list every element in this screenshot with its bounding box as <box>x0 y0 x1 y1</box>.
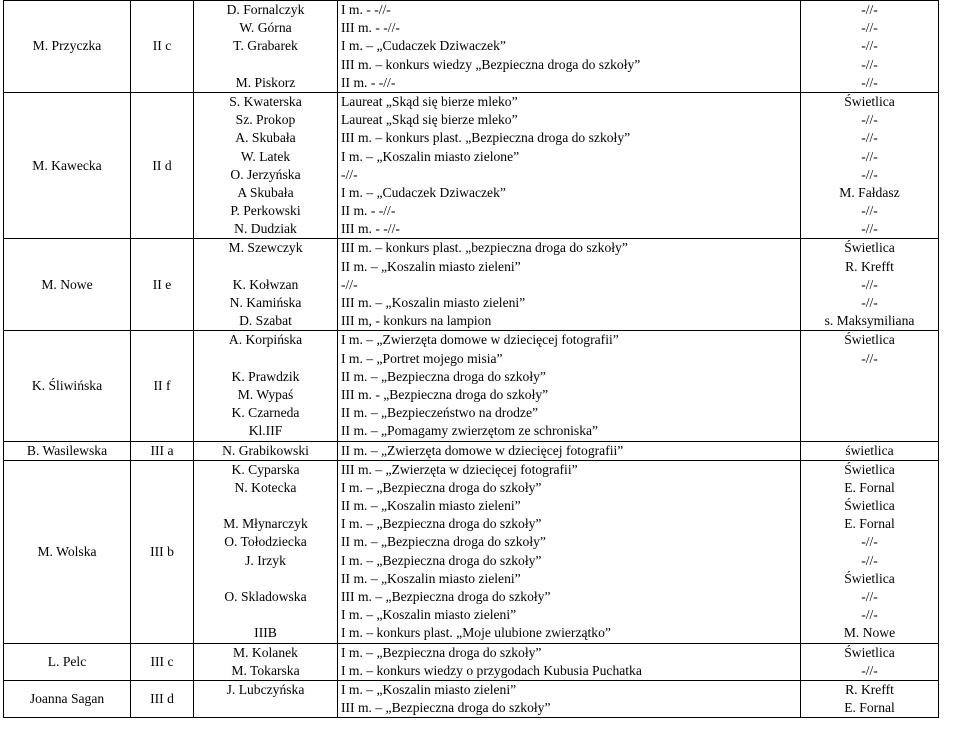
award-line: III m. – konkurs wiedzy „Bezpieczna droga do szkoły” <box>341 56 641 72</box>
student-cell <box>194 643 338 680</box>
award-line: II m. - -//- <box>341 203 396 219</box>
award-cell <box>338 441 801 460</box>
table-row <box>4 239 939 331</box>
student-cell <box>194 680 338 717</box>
award-line: II m. – „Bezpieczna droga do szkoły” <box>341 368 546 384</box>
class-cell: II c <box>131 1 194 93</box>
organizer-cell <box>801 331 939 441</box>
class-cell: II f <box>131 331 194 441</box>
organizer-name: Świetlica <box>844 644 895 660</box>
teacher-cell: Joanna Sagan <box>4 680 131 717</box>
award-cell <box>338 460 801 643</box>
student-name: N. Kamińska <box>229 295 302 310</box>
award-line: I m. – „Koszalin miasto zielone” <box>341 148 520 164</box>
organizer-cell <box>801 1 939 93</box>
organizer-name: -//- <box>861 534 878 550</box>
student-cell <box>194 239 338 331</box>
student-name: D. Fornalczyk <box>226 2 305 17</box>
student-name: P. Perkowski <box>230 203 301 219</box>
student-name: M. Młynarczyk <box>223 516 308 532</box>
student-name <box>197 258 334 276</box>
award-cell <box>338 331 801 441</box>
award-line: III m. – „Bezpieczna droga do szkoły” <box>341 700 551 716</box>
award-line: II m. – „Bezpieczna droga do szkoły” <box>341 534 546 550</box>
award-line: Laureat „Skąd się bierze mleko” <box>341 112 518 128</box>
organizer-name: Świetlica <box>844 93 895 109</box>
organizer-name: E. Fornal <box>844 516 895 532</box>
student-name: O. Jerzyńska <box>230 166 301 182</box>
award-line: I m. – „Cudaczek Dziwaczek” <box>341 184 506 200</box>
results-table <box>3 0 939 718</box>
student-name <box>197 606 334 624</box>
award-line: I m. – „Bezpieczna droga do szkoły” <box>341 552 542 568</box>
student-name: M. Kolanek <box>233 644 298 660</box>
organizer-name: Świetlica <box>844 461 895 477</box>
student-name: K. Kołwzan <box>232 276 299 292</box>
organizer-name: E. Fornal <box>844 700 895 716</box>
organizer-name: M. Fałdasz <box>839 184 900 200</box>
teacher-cell: M. Nowe <box>4 239 131 331</box>
table-row <box>4 680 939 717</box>
teacher-cell: K. Śliwińska <box>4 331 131 441</box>
organizer-name: s. Maksymiliana <box>824 313 915 329</box>
organizer-name: -//- <box>861 2 878 17</box>
table-row <box>4 441 939 460</box>
student-name: M. Piskorz <box>235 74 296 90</box>
award-cell <box>338 92 801 239</box>
student-name: N. Grabikowski <box>222 442 309 458</box>
award-line: III m, - konkurs na lampion <box>341 313 492 329</box>
organizer-cell <box>801 441 939 460</box>
award-line: III m. – „Zwierzęta w dziecięcej fotografii” <box>341 461 578 477</box>
award-line: Laureat „Skąd się bierze mleko” <box>341 93 518 109</box>
organizer-name: Świetlica <box>844 240 895 256</box>
teacher-cell: M. Kawecka <box>4 92 131 239</box>
student-name: J. Irzyk <box>245 552 286 568</box>
organizer-name: -//- <box>861 148 878 164</box>
organizer-name: -//- <box>861 552 878 568</box>
student-cell <box>194 1 338 93</box>
award-line: I m. – „Bezpieczna droga do szkoły” <box>341 516 542 532</box>
class-cell: III c <box>131 643 194 680</box>
student-name <box>197 570 334 588</box>
award-line: III m. - „Bezpieczna droga do szkoły” <box>341 386 549 402</box>
student-name: S. Kwaterska <box>229 93 302 109</box>
award-line: II m. – „Koszalin miasto zieleni” <box>341 570 521 586</box>
student-name: K. Cyparska <box>231 461 300 477</box>
student-name <box>197 497 334 515</box>
student-name: M. Szewczyk <box>228 240 303 256</box>
award-line: I m. – „Portret mojego misia” <box>341 350 503 366</box>
organizer-name <box>804 422 935 440</box>
award-line: II m. - -//- <box>341 74 396 90</box>
award-line: II m. – „Koszalin miasto zieleni” <box>341 258 521 274</box>
award-line: III m. – „Koszalin miasto zieleni” <box>341 295 526 310</box>
award-cell <box>338 643 801 680</box>
student-name <box>197 350 334 368</box>
award-line: II m. – „Koszalin miasto zieleni” <box>341 498 521 514</box>
student-name <box>197 699 334 717</box>
organizer-name: -//- <box>861 166 878 182</box>
class-cell: III a <box>131 441 194 460</box>
class-cell: III d <box>131 680 194 717</box>
student-name: D. Szabat <box>239 313 292 329</box>
award-cell <box>338 1 801 93</box>
student-cell <box>194 92 338 239</box>
student-name: A. Korpińska <box>228 332 303 348</box>
student-name <box>197 56 334 74</box>
award-line: I m. – „Zwierzęta domowe w dziecięcej fotografii” <box>341 332 619 348</box>
organizer-name: -//- <box>861 203 878 219</box>
teacher-cell: B. Wasilewska <box>4 441 131 460</box>
table-row <box>4 643 939 680</box>
organizer-name: -//- <box>861 276 878 292</box>
award-line: I m. – „Bezpieczna droga do szkoły” <box>341 479 542 495</box>
organizer-name: -//- <box>861 112 878 128</box>
student-name: W. Górna <box>239 20 292 36</box>
student-name: T. Grabarek <box>233 38 298 54</box>
award-line: I m. – „Koszalin miasto zieleni” <box>341 681 517 697</box>
organizer-name <box>804 368 935 386</box>
class-cell: II d <box>131 92 194 239</box>
organizer-name: Świetlica <box>844 332 895 348</box>
student-name: M. Wypaś <box>237 386 294 402</box>
organizer-name <box>804 386 935 404</box>
organizer-name: -//- <box>861 38 878 54</box>
table-row <box>4 92 939 239</box>
organizer-name: -//- <box>861 20 878 36</box>
organizer-name: Świetlica <box>844 570 895 586</box>
table-row <box>4 1 939 93</box>
organizer-name: -//- <box>861 130 878 146</box>
award-line: -//- <box>341 166 358 182</box>
student-name: N. Kotecka <box>234 479 297 495</box>
organizer-name: -//- <box>861 74 878 90</box>
award-line: II m. – „Zwierzęta domowe w dziecięcej fotografii” <box>341 442 624 458</box>
teacher-cell: M. Przyczka <box>4 1 131 93</box>
award-line: I m. – konkurs wiedzy o przygodach Kubusia Puchatka <box>341 662 642 678</box>
organizer-name <box>804 404 935 422</box>
student-name: J. Lubczyńska <box>226 681 305 697</box>
student-name: A Skubała <box>237 184 294 200</box>
organizer-name: R. Krefft <box>845 258 894 274</box>
organizer-cell <box>801 643 939 680</box>
organizer-name: -//- <box>861 662 878 678</box>
organizer-name: świetlica <box>845 442 894 458</box>
award-line: I m. – „Koszalin miasto zieleni” <box>341 607 517 623</box>
organizer-name: M. Nowe <box>843 625 896 641</box>
award-line: I m. – „Bezpieczna droga do szkoły” <box>341 644 542 660</box>
class-cell: II e <box>131 239 194 331</box>
award-cell <box>338 680 801 717</box>
organizer-name: -//- <box>861 589 878 604</box>
award-line: III m. - -//- <box>341 221 400 237</box>
student-name: A. Skubała <box>235 130 296 146</box>
student-name: M. Tokarska <box>231 662 300 678</box>
award-line: -//- <box>341 276 358 292</box>
student-name: W. Latek <box>240 148 291 164</box>
organizer-cell <box>801 92 939 239</box>
results-table-body <box>4 1 939 718</box>
teacher-cell: L. Pelc <box>4 643 131 680</box>
award-line: III m. – „Bezpieczna droga do szkoły” <box>341 589 551 604</box>
student-name: Kl.IIF <box>248 423 283 439</box>
award-line: III m. – konkurs plast. „Bezpieczna droga do szkoły” <box>341 130 631 146</box>
table-row <box>4 331 939 441</box>
teacher-cell: M. Wolska <box>4 460 131 643</box>
organizer-name: E. Fornal <box>844 479 895 495</box>
organizer-name: Świetlica <box>844 498 895 514</box>
organizer-name: R. Krefft <box>845 681 894 697</box>
student-name: K. Prawdzik <box>231 368 300 384</box>
student-name: Sz. Prokop <box>235 112 296 128</box>
award-line: II m. – „Pomagamy zwierzętom ze schroniska” <box>341 423 599 439</box>
organizer-name: -//- <box>861 221 878 237</box>
award-line: I m. - -//- <box>341 2 391 17</box>
student-cell <box>194 441 338 460</box>
student-cell <box>194 460 338 643</box>
class-cell: III b <box>131 460 194 643</box>
award-line: III m. – konkurs plast. „bezpieczna droga do szkoły” <box>341 240 628 256</box>
student-cell <box>194 331 338 441</box>
award-line: I m. – „Cudaczek Dziwaczek” <box>341 38 506 54</box>
organizer-name: -//- <box>861 56 878 72</box>
student-name: O. Tołodziecka <box>224 534 307 550</box>
organizer-name: -//- <box>861 607 878 623</box>
award-line: II m. – „Bezpieczeństwo na drodze” <box>341 405 539 421</box>
organizer-cell <box>801 680 939 717</box>
organizer-name: -//- <box>861 295 878 310</box>
award-cell <box>338 239 801 331</box>
award-line: I m. – konkurs plast. „Moje ulubione zwierzątko” <box>341 625 611 641</box>
organizer-name: -//- <box>861 350 878 366</box>
table-row <box>4 460 939 643</box>
organizer-cell <box>801 460 939 643</box>
student-name: K. Czarneda <box>231 405 300 421</box>
organizer-cell <box>801 239 939 331</box>
student-name: IIIB <box>254 625 277 641</box>
student-name: N. Dudziak <box>234 221 297 237</box>
award-line: III m. - -//- <box>341 20 400 36</box>
student-name: O. Skladowska <box>224 589 307 604</box>
